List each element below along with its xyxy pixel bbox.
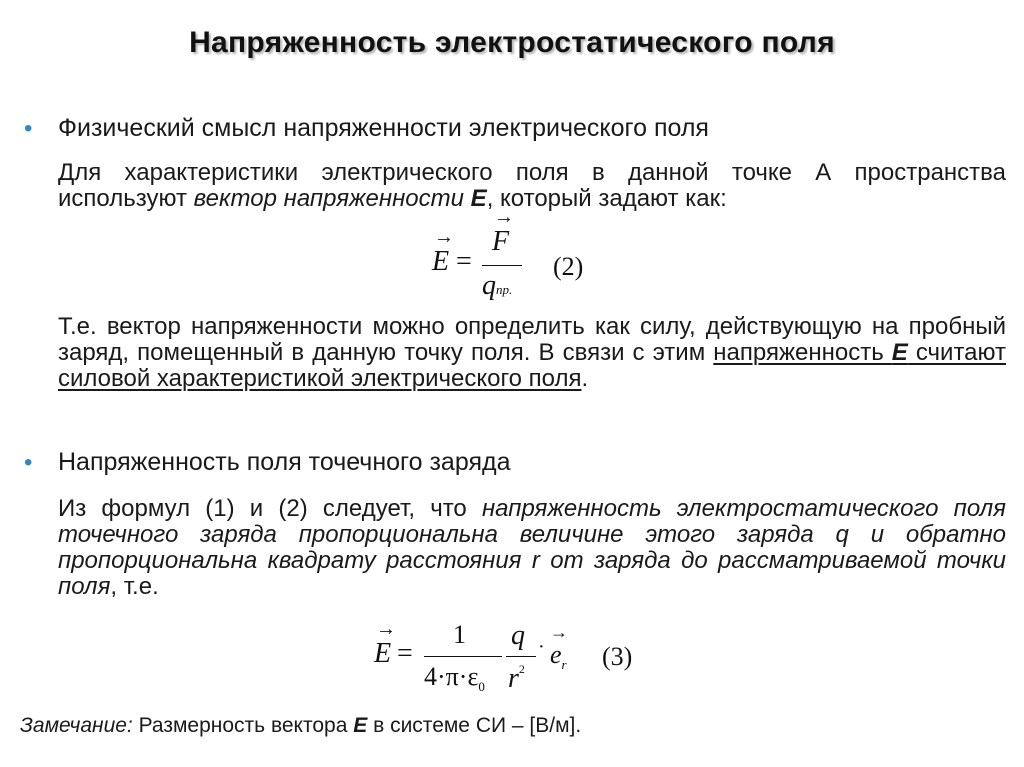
page-title: Напряженность электростатического поля [189, 26, 835, 59]
formula2-denominator: qпр. [482, 270, 513, 301]
formula2-numerator: → F [492, 206, 514, 257]
si-units-note [20, 714, 581, 738]
vector-arrow-icon: → [434, 226, 454, 248]
paragraph-text: Для характеристики электрического поля в данной точке А пространства используют [58, 159, 1006, 212]
paragraph-text-end: . [581, 365, 589, 392]
bullet-item-physical-meaning [24, 114, 709, 143]
formula3-number: (3) [602, 642, 633, 671]
formula3-den2: $r^2$ [508, 662, 525, 694]
fraction-line [506, 656, 536, 657]
bullet-icon: • [24, 449, 33, 476]
formula3-unit-vector: → $e_r$ [550, 622, 568, 672]
paragraph-text: Т.е. вектор напряженности можно определить как силу, действующую на пробный заряд, помещенный в данную точку поля. В связи с этим [58, 313, 1006, 366]
superscript-two: 2 [518, 662, 525, 676]
section1-paragraph1 [58, 160, 1006, 212]
fraction-line [424, 656, 502, 657]
formula3-num2: q [511, 620, 525, 651]
fraction-line [482, 265, 522, 266]
paragraph-emphasis: вектор напряженности [193, 185, 471, 212]
vector-arrow-icon: → [376, 618, 396, 640]
paragraph-text: Из формул (1) и (2) следует, что [58, 495, 482, 522]
formula2-equals: = [456, 246, 472, 277]
formula3-equals: = [397, 638, 413, 669]
vector-e-symbol: E [470, 185, 487, 212]
bullet-item-point-charge [24, 448, 510, 477]
subscript-test-charge: пр. [496, 282, 513, 297]
section1-paragraph2 [58, 314, 1006, 392]
paragraph-text-end: , т.е. [110, 573, 159, 600]
note-label: Замечание: [20, 714, 133, 737]
multiply-dot: · [538, 636, 545, 658]
vector-arrow-icon: → [494, 206, 514, 228]
vector-e-symbol: E [891, 339, 908, 366]
formula2-lhs: → E [432, 226, 454, 277]
note-text: Размерность вектора [132, 714, 354, 737]
paragraph-text-end: , который задают как: [486, 185, 727, 212]
note-text-end: в системе СИ – [В/м]. [367, 714, 582, 737]
paragraph-emphasis: напряженность электростатического поля точечного заряда пропорциональна величине этого заряда q и обратно пропорциональна квадрату расстояния r от заряда до рассматриваемой точки поля [58, 495, 1006, 600]
formula3-lhs: → E [374, 618, 396, 669]
bullet-icon: • [24, 115, 33, 142]
formula3-den1: $4\cdot\pi\cdot\varepsilon_0$ [424, 662, 485, 694]
force-characteristic-definition: напряженность E считают силовой характеристикой электрического поля [58, 339, 1006, 392]
subscript-zero: 0 [478, 679, 485, 694]
vector-arrow-icon: → [550, 622, 568, 642]
formula2-number: (2) [553, 252, 584, 281]
subscript-r: r [561, 657, 567, 672]
section2-paragraph [58, 496, 1006, 600]
vector-e-symbol: E [353, 714, 368, 737]
formula3-num1: 1 [453, 620, 466, 649]
section1-heading: Физический смысл напряженности электрического поля [58, 114, 709, 142]
section2-heading: Напряженность поля точечного заряда [58, 448, 511, 476]
